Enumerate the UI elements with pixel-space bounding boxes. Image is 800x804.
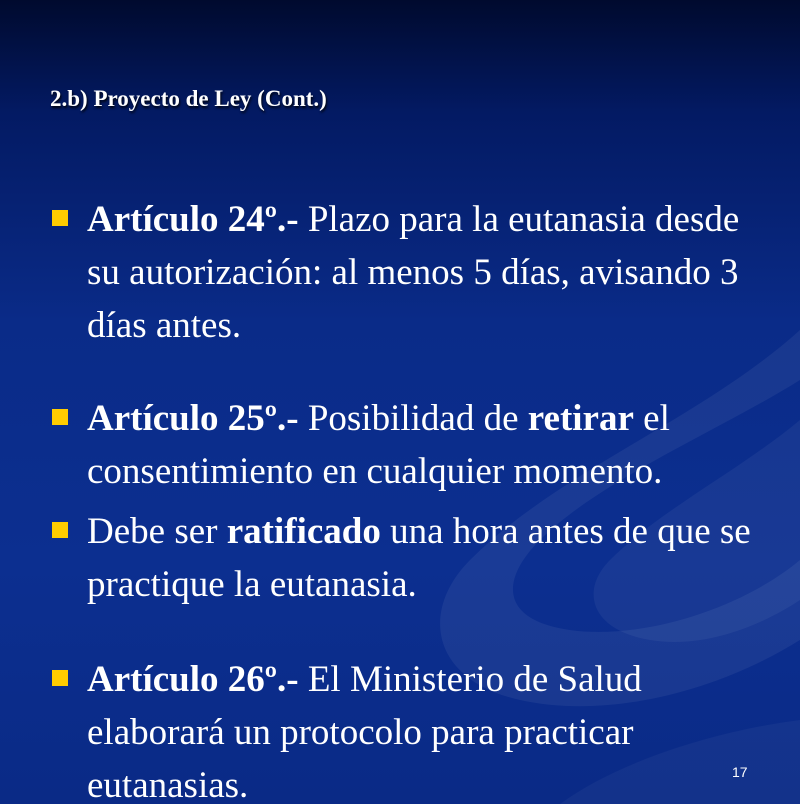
bullet-item-ratificado [52, 505, 752, 611]
article-description: El Ministerio de Salud elaborará un protocolo para practicar eutanasias. [87, 659, 642, 804]
bullet-description: Debe ser [87, 511, 227, 552]
bullet-square-icon [52, 409, 68, 425]
slide-title: 2.b) Proyecto de Ley (Cont.) [50, 86, 327, 111]
article-label: Artículo 25º.- [87, 398, 299, 439]
bullet-item-articulo-24 [52, 193, 752, 352]
article-label: Artículo 24º.- [87, 199, 299, 240]
bullet-square-icon [52, 522, 68, 538]
bullet-description-end: una hora antes de que se practique la eutanasia. [87, 511, 751, 605]
bullet-item-articulo-26 [52, 653, 752, 804]
bullet-text [87, 392, 752, 498]
article-label: Artículo 26º.- [87, 659, 299, 700]
emphasis-text: ratificado [226, 511, 381, 552]
emphasis-text: retirar [527, 398, 634, 439]
bullet-text [87, 653, 752, 804]
article-description: Posibilidad de [298, 398, 528, 439]
bullet-text [87, 505, 752, 611]
page-number: 17 [732, 764, 748, 780]
bullet-item-articulo-25 [52, 392, 752, 498]
bullet-square-icon [52, 210, 68, 226]
article-description: Plazo para la eutanasia desde su autorización: al menos 5 días, avisando 3 días antes. [87, 199, 740, 346]
article-description-end: el consentimiento en cualquier momento. [87, 398, 670, 492]
bullet-text [87, 193, 752, 352]
bullet-square-icon [52, 670, 68, 686]
